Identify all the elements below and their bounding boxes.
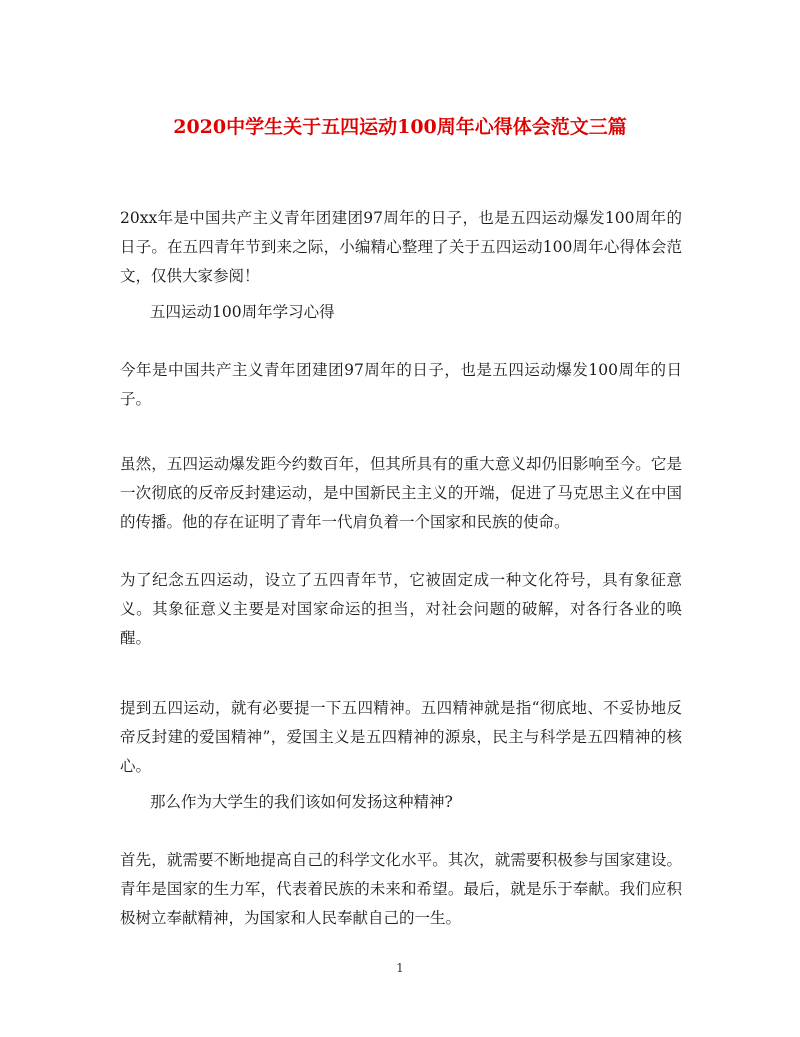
section-heading: 五四运动100周年学习心得 (150, 303, 335, 321)
question-paragraph: 那么作为大学生的我们该如何发扬这种精神? (150, 793, 453, 811)
intro-paragraph: 20xx年是中国共产主义青年团建团97周年的日子，也是五四运动爆发100周年的日子。在五四青年节到来之际，小编精心整理了关于五四运动100周年心得体会范文，仅供大家参阅！ (120, 209, 682, 285)
body-paragraph: 为了纪念五四运动，设立了五四青年节，它被固定成一种文化符号，具有象征意义。其象征意义主要是对国家命运的担当，对社会问题的破解，对各行各业的唤醒。 (120, 571, 682, 647)
body-paragraph: 首先，就需要不断地提高自己的科学文化水平。其次，就需要积极参与国家建设。青年是国家的生力军，代表着民族的未来和希望。最后，就是乐于奉献。我们应积极树立奉献精神，为国家和人民奉献自己的一生。 (120, 851, 682, 927)
page-number: 1 (396, 961, 404, 975)
body-paragraph: 今年是中国共产主义青年团建团97周年的日子，也是五四运动爆发100周年的日子。 (120, 361, 682, 408)
document-title: 2020中学生关于五四运动100周年心得体会范文三篇 (173, 116, 627, 138)
body-paragraph: 提到五四运动，就有必要提一下五四精神。五四精神就是指“彻底地、不妥协地反帝反封建的爱国精神”，爱国主义是五四精神的源泉，民主与科学是五四精神的核心。 (120, 699, 682, 775)
body-paragraph: 虽然，五四运动爆发距今约数百年，但其所具有的重大意义却仍旧影响至今。它是一次彻底的反帝反封建运动，是中国新民主主义的开端，促进了马克思主义在中国的传播。他的存在证明了青年一代肩负着一个国家和民族的使命。 (120, 455, 682, 531)
